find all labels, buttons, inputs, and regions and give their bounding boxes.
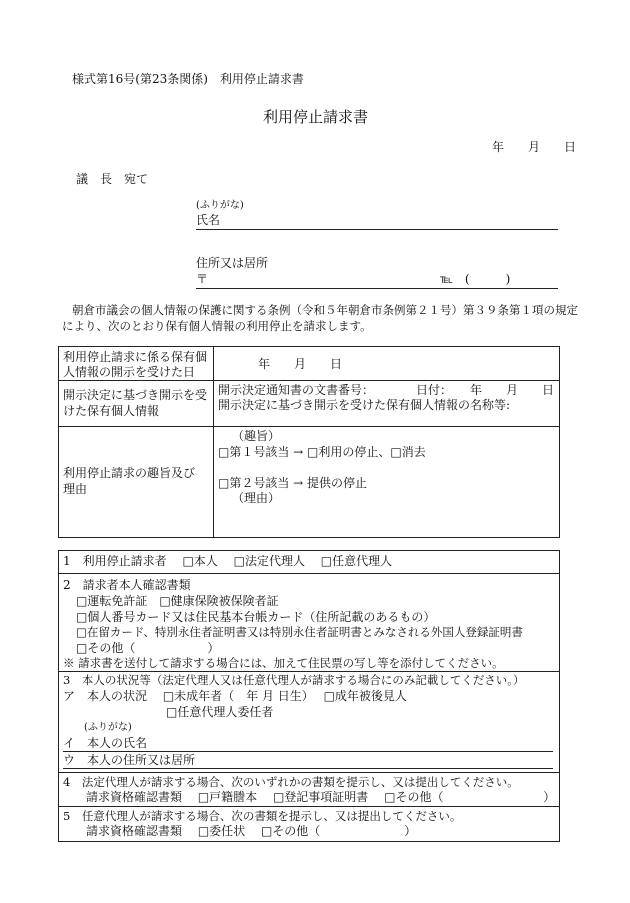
- row1-label-1: 利用停止請求に係る保有個: [63, 350, 208, 364]
- tel-label: ℡ ( ): [440, 272, 511, 286]
- id-docs-option-4[interactable]: □その他（ ）: [76, 641, 220, 655]
- principal-status-title: 3 本人の状況等（法定代理人又は任意代理人が請求する場合にのみ記載してください。）: [63, 673, 525, 687]
- voluntary-agent-docs[interactable]: 請求資格確認書類 □委任状 □その他（ ）: [86, 824, 417, 838]
- addressee: 議 長 宛て: [76, 172, 149, 186]
- row1-label-2: 人情報の開示を受けた日: [63, 365, 196, 379]
- principal-address-label: ウ 本人の住所又は居所: [63, 753, 196, 767]
- section-line-3: [58, 772, 560, 773]
- info-name-field[interactable]: 開示決定に基づき開示を受けた保有個人情報の名称等:: [218, 398, 511, 412]
- legal-agent-title: 4 法定代理人が請求する場合、次のいずれかの書類を提示し、又は提出してください。: [63, 775, 519, 789]
- option-clause-2[interactable]: □第２号該当 → 提供の停止: [218, 476, 368, 490]
- intro-line-1: 朝倉市議会の個人情報の保護に関する条例（令和５年朝倉市条例第２１号）第３９条第１項の規定: [72, 303, 578, 317]
- request-table-divider: [213, 346, 214, 538]
- row3-label-2: 理由: [63, 482, 88, 496]
- principal-address-underline: [63, 768, 553, 769]
- id-docs-title: 2 請求者本人確認書類: [63, 578, 191, 592]
- address-underline: [196, 288, 558, 289]
- document-number-field[interactable]: 開示決定通知書の文書番号： 日付： 年 月 日: [218, 383, 555, 397]
- page-title: 利用停止請求書: [263, 108, 369, 126]
- voluntary-agent-title: 5 任意代理人が請求する場合、次の書類を提示し、又は提出してください。: [63, 809, 462, 823]
- applicant-furigana: (ふりがな): [196, 200, 244, 211]
- postal-mark: 〒: [196, 272, 209, 286]
- name-underline: [196, 229, 558, 230]
- principal-name-underline: [63, 751, 553, 752]
- legal-agent-docs[interactable]: 請求資格確認書類 □戸籍謄本 □登記事項証明書 □その他（ ）: [86, 790, 556, 804]
- id-docs-option-1[interactable]: □運転免許証 □健康保険被保険者証: [76, 594, 279, 608]
- row3-label-1: 利用停止請求の趣旨及び: [63, 466, 196, 480]
- row2-label-1: 開示決定に基づき開示を受: [63, 388, 208, 402]
- id-docs-option-3[interactable]: □在留カード、特別永住者証明書又は特別永住者証明書とみなされる外国人登録証明書: [76, 625, 523, 639]
- applicant-name-label: 氏名: [196, 213, 221, 227]
- request-table-row-line-2: [58, 426, 560, 427]
- requester-type-row[interactable]: 1 利用停止請求者 □本人 □法定代理人 □任意代理人: [63, 554, 393, 568]
- principal-status-options[interactable]: ア 本人の状況 □未成年者（ 年 月 日生） □成年被後見人: [63, 689, 407, 703]
- principal-name-label: イ 本人の氏名: [63, 736, 148, 750]
- section-line-2: [58, 671, 560, 672]
- request-table-row-line-1: [58, 380, 560, 381]
- reason-heading: （理由）: [232, 491, 281, 505]
- purpose-heading: （趣旨）: [232, 429, 281, 443]
- applicant-address-label: 住所又は居所: [196, 256, 269, 270]
- intro-line-2: により、次のとおり保有個人情報の利用停止を請求します。: [62, 319, 372, 333]
- principal-status-option-proxy[interactable]: □任意代理人委任者: [166, 705, 274, 719]
- id-docs-option-2[interactable]: □個人番号カード又は住民基本台帳カード（住所記載のあるもの）: [76, 610, 436, 624]
- row2-label-2: けた保有個人情報: [63, 404, 160, 418]
- date-line: 年 月 日: [492, 140, 577, 154]
- option-clause-1[interactable]: □第１号該当 → □利用の停止、□消去: [218, 445, 426, 459]
- id-docs-note: ※ 請求書を送付して請求する場合には、加えて住民票の写し等を添付してください。: [63, 656, 504, 670]
- principal-furigana: (ふりがな): [84, 722, 132, 733]
- form-number: 様式第16号(第23条関係) 利用停止請求書: [72, 72, 304, 86]
- section-line-4: [58, 806, 560, 807]
- section-line-1: [58, 573, 560, 574]
- disclosure-date-field[interactable]: 年 月 日: [258, 357, 343, 371]
